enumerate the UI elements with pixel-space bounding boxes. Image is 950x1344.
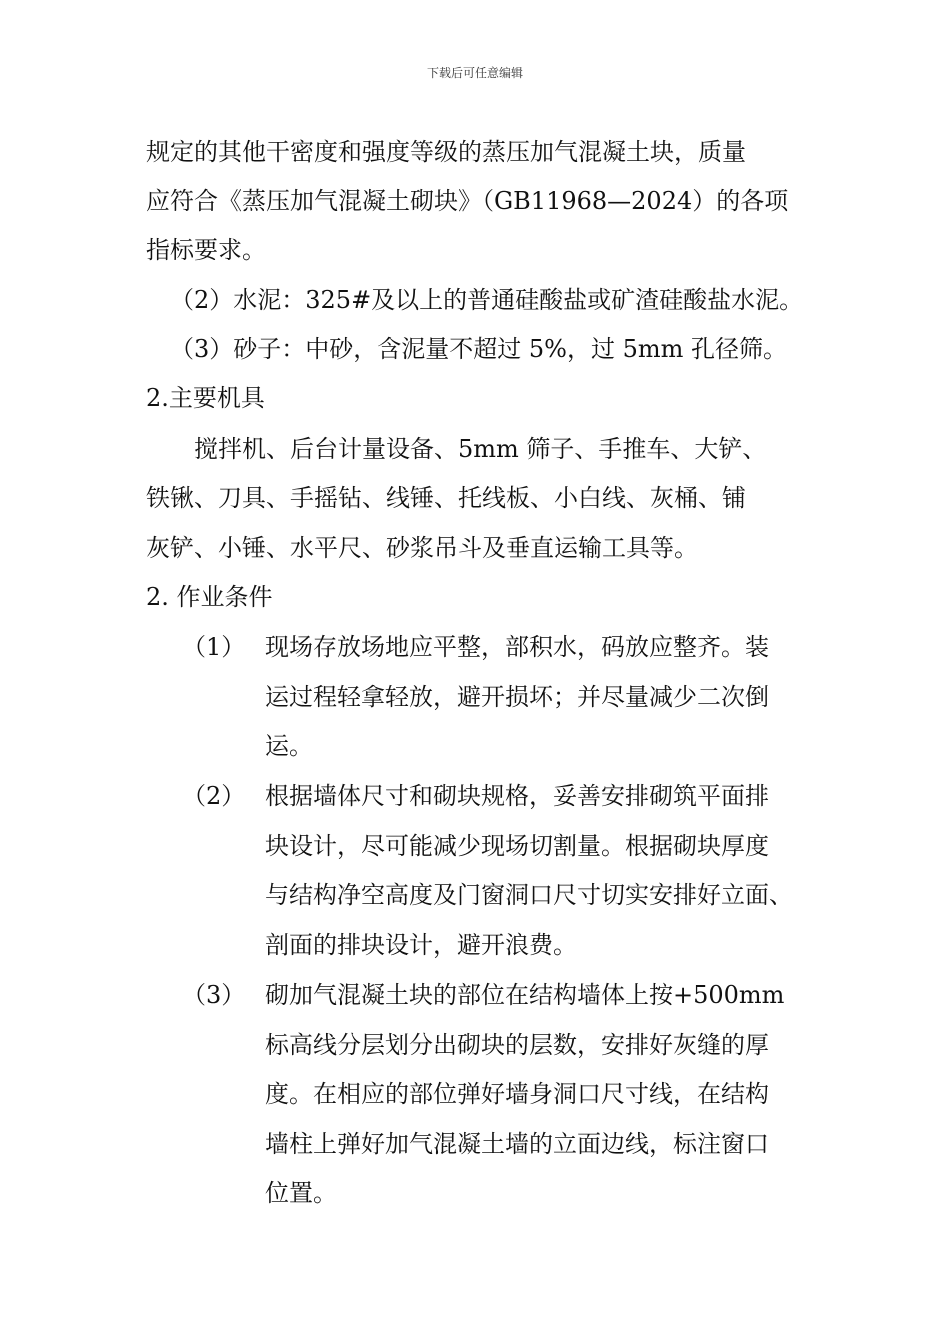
list-item-line: 运过程轻拿轻放，避开损坏；并尽量减少二次倒 — [265, 683, 769, 711]
list-item-line: 块设计，尽可能减少现场切割量。根据砌块厚度 — [265, 832, 769, 860]
paragraph-line: 规定的其他干密度和强度等级的蒸压加气混凝土块，质量 — [146, 138, 746, 166]
page-header: 下载后可任意编辑 — [426, 66, 523, 80]
paragraph-line: 指标要求。 — [146, 236, 266, 264]
list-item-line: 与结构净空高度及门窗洞口尺寸切实安排好立面、 — [265, 881, 793, 909]
list-item-line: 墙柱上弹好加气混凝土墙的立面边线，标注窗口 — [265, 1130, 769, 1158]
material-item-sand: （3）砂子：中砂，含泥量不超过 5%，过 5mm 孔径筛。 — [170, 335, 788, 363]
list-item-line: 度。在相应的部位弹好墙身洞口尺寸线，在结构 — [265, 1080, 769, 1108]
paragraph-line: 应符合《蒸压加气混凝土砌块》（GB11968—2024）的各项 — [146, 187, 789, 215]
item-number: （3） — [182, 981, 246, 1009]
list-item-line: 标高线分层划分出砌块的层数，安排好灰缝的厚 — [265, 1031, 769, 1059]
list-item-line: 根据墙体尺寸和砌块规格，妥善安排砌筑平面排 — [265, 782, 769, 810]
list-item-line: 剖面的排块设计，避开浪费。 — [265, 931, 577, 959]
section-heading: 2. 作业条件 — [146, 583, 273, 611]
paragraph-line: 铁锹、刀具、手摇钻、线锤、托线板、小白线、灰桶、铺 — [146, 484, 746, 512]
paragraph-line: 灰铲、小锤、水平尺、砂浆吊斗及垂直运输工具等。 — [146, 534, 698, 562]
item-number: （2） — [182, 782, 246, 810]
list-item-line: 砌加气混凝土块的部位在结构墙体上按+500mm — [265, 981, 785, 1009]
paragraph-line: 搅拌机、后台计量设备、5mm 筛子、手推车、大铲、 — [194, 435, 767, 463]
list-item-line: 位置。 — [265, 1179, 337, 1207]
list-item-line: 运。 — [265, 732, 313, 760]
section-heading: 2.主要机具 — [146, 384, 265, 412]
material-item-cement: （2）水泥：325#及以上的普通硅酸盐或矿渣硅酸盐水泥。 — [170, 286, 804, 314]
item-number: （1） — [182, 633, 246, 661]
list-item-line: 现场存放场地应平整，部积水，码放应整齐。装 — [265, 633, 769, 661]
